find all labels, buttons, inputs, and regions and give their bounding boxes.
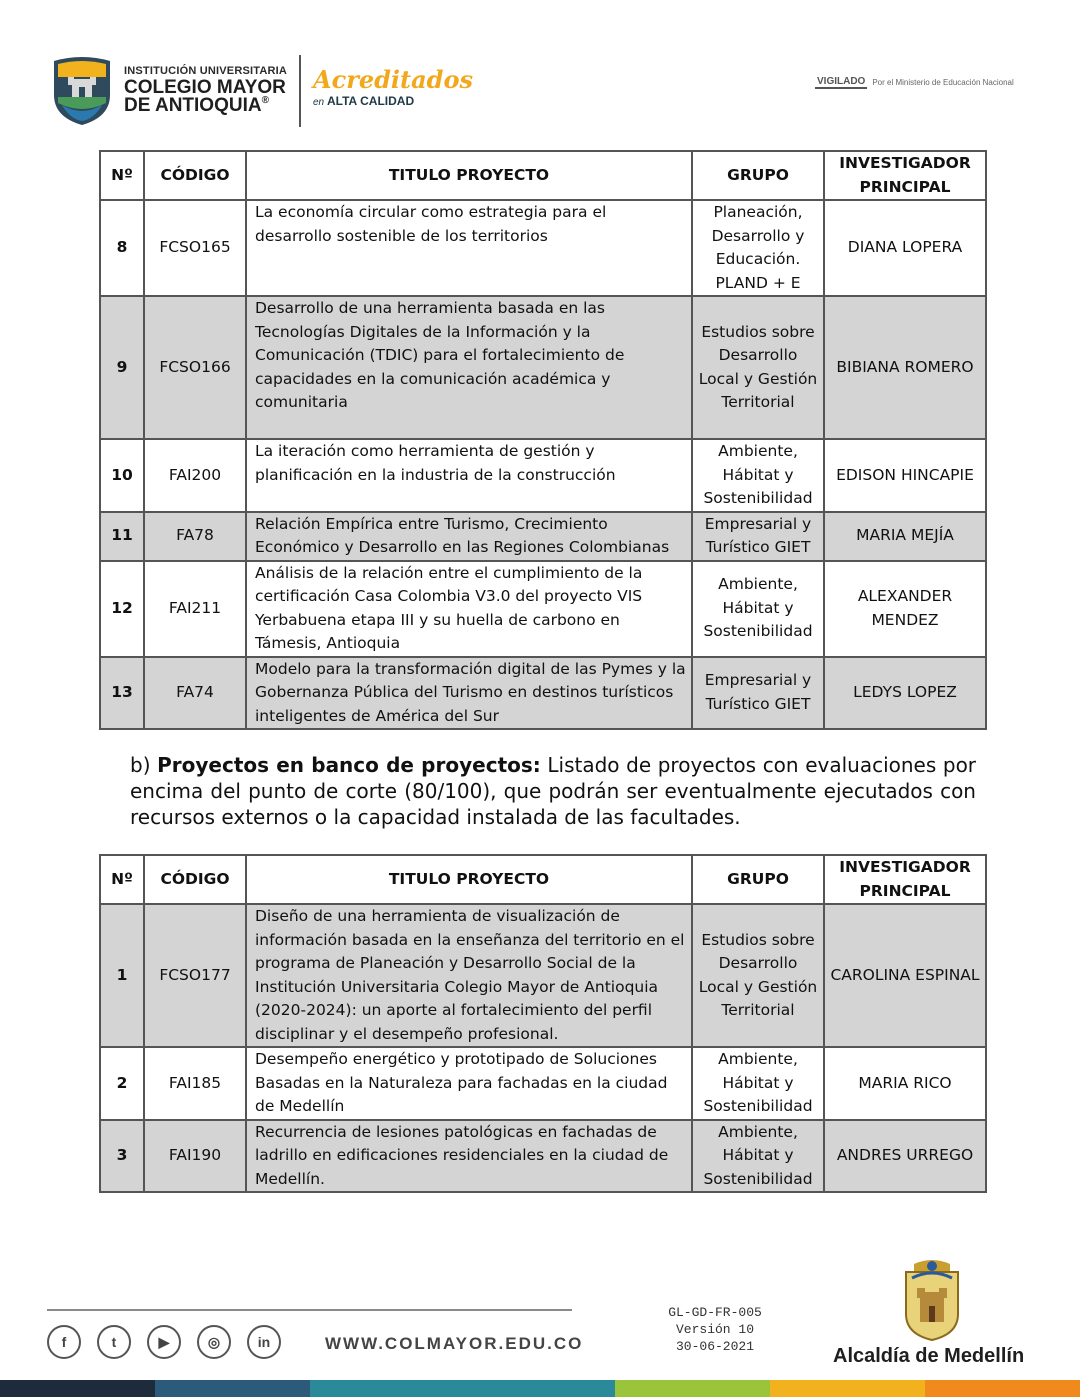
cell-group: Ambiente, Hábitat y Sostenibilidad bbox=[692, 439, 824, 512]
doc-code: GL-GD-FR-005 bbox=[668, 1305, 762, 1320]
table-row bbox=[100, 561, 986, 657]
table-row bbox=[100, 1047, 986, 1120]
table-row bbox=[100, 657, 986, 730]
cell-investigator: ALEXANDER MENDEZ bbox=[824, 561, 986, 657]
table-row bbox=[100, 200, 986, 296]
cell-investigator: MARIA RICO bbox=[824, 1047, 986, 1120]
table-row bbox=[100, 1120, 986, 1193]
stripe-segment bbox=[615, 1380, 770, 1397]
cell-code: FA74 bbox=[144, 657, 246, 730]
instagram-icon[interactable]: ◎ bbox=[197, 1325, 231, 1359]
col-header-num: Nº bbox=[100, 855, 144, 904]
cell-code: FCSO165 bbox=[144, 200, 246, 296]
cell-title: Desempeño energético y prototipado de Soluciones Basadas en la Naturaleza para fachadas en la ciudad de Medellín bbox=[246, 1047, 692, 1120]
table-row bbox=[100, 296, 986, 439]
vigilado-text: Por el Ministerio de Educación Nacional bbox=[872, 78, 1014, 87]
cell-title: La economía circular como estrategia para el desarrollo sostenible de los territorios bbox=[246, 200, 692, 296]
cell-title: Diseño de una herramienta de visualización de información basada en la enseñanza del territorio en el programa de Planeación y Desarrollo Social de la Institución Universitaria Colegio Mayor de Antioquia (2020-2024): un aporte al fortalecimiento del perfil disciplinar y el desempeño profesional. bbox=[246, 904, 692, 1047]
cell-investigator: EDISON HINCAPIE bbox=[824, 439, 986, 512]
cell-num: 3 bbox=[100, 1120, 144, 1193]
cell-code: FAI185 bbox=[144, 1047, 246, 1120]
stripe-segment bbox=[155, 1380, 310, 1397]
cell-investigator: DIANA LOPERA bbox=[824, 200, 986, 296]
projects-table-1 bbox=[99, 150, 987, 730]
cell-group: Planeación, Desarrollo y Educación. PLAND + E bbox=[692, 200, 824, 296]
footer-divider bbox=[47, 1309, 572, 1311]
cell-group: Estudios sobre Desarrollo Local y Gestión Territorial bbox=[692, 296, 824, 439]
stripe-segment bbox=[0, 1380, 155, 1397]
institution-name bbox=[124, 66, 287, 115]
doc-version: Versión 10 bbox=[675, 1322, 754, 1337]
section-b-marker: b) bbox=[130, 753, 151, 777]
alta-calidad-text: en ALTA CALIDAD bbox=[313, 94, 415, 108]
doc-date: 30-06-2021 bbox=[675, 1339, 754, 1354]
medellin-coat-of-arms-icon bbox=[900, 1258, 964, 1342]
stripe-segment bbox=[310, 1380, 615, 1397]
section-b bbox=[130, 752, 976, 830]
vigilado-label: VIGILADO bbox=[817, 76, 866, 87]
col-header-investigator: INVESTIGADOR PRINCIPAL bbox=[824, 151, 986, 200]
cell-num: 9 bbox=[100, 296, 144, 439]
cell-group: Empresarial y Turístico GIET bbox=[692, 512, 824, 561]
cell-investigator: CAROLINA ESPINAL bbox=[824, 904, 986, 1047]
acreditados-text: Acreditados bbox=[313, 65, 473, 94]
stripe-segment bbox=[770, 1380, 925, 1397]
table-row bbox=[100, 512, 986, 561]
section-b-text: Listado de proyectos con evaluaciones por encima del punto de corte (80/100), que podrán ser eventualmente ejecutados con recursos externos o la capacidad instalada de las facultades. bbox=[130, 753, 977, 829]
cell-investigator: MARIA MEJÍA bbox=[824, 512, 986, 561]
cell-investigator: ANDRES URREGO bbox=[824, 1120, 986, 1193]
col-header-title: TITULO PROYECTO bbox=[246, 151, 692, 200]
twitter-icon[interactable]: t bbox=[97, 1325, 131, 1359]
table-row bbox=[100, 439, 986, 512]
header-divider bbox=[299, 55, 301, 127]
cell-group: Estudios sobre Desarrollo Local y Gestión Territorial bbox=[692, 904, 824, 1047]
section-b-paragraph bbox=[130, 752, 976, 830]
table-header-row bbox=[100, 855, 986, 904]
cell-code: FCSO166 bbox=[144, 296, 246, 439]
cell-group: Ambiente, Hábitat y Sostenibilidad bbox=[692, 1120, 824, 1193]
vigilado-badge bbox=[815, 76, 1014, 89]
cell-code: FA78 bbox=[144, 512, 246, 561]
cell-title: La iteración como herramienta de gestión y planificación en la industria de la construcción bbox=[246, 439, 692, 512]
youtube-icon[interactable]: ▶ bbox=[147, 1325, 181, 1359]
page-header bbox=[0, 0, 1080, 140]
website-link[interactable]: WWW.COLMAYOR.EDU.CO bbox=[325, 1334, 584, 1353]
col-header-code: CÓDIGO bbox=[144, 151, 246, 200]
institution-line3: DE ANTIOQUIA® bbox=[124, 95, 269, 116]
col-header-group: GRUPO bbox=[692, 151, 824, 200]
facebook-icon[interactable]: f bbox=[47, 1325, 81, 1359]
cell-title: Relación Empírica entre Turismo, Crecimiento Económico y Desarrollo en las Regiones Colombianas bbox=[246, 512, 692, 561]
cell-title: Modelo para la transformación digital de las Pymes y la Gobernanza Pública del Turismo en destinos turísticos inteligentes de América del Sur bbox=[246, 657, 692, 730]
col-header-group: GRUPO bbox=[692, 855, 824, 904]
accreditation-badge bbox=[313, 65, 473, 108]
colmayor-logo-icon bbox=[50, 55, 114, 127]
cell-code: FAI211 bbox=[144, 561, 246, 657]
col-header-code: CÓDIGO bbox=[144, 855, 246, 904]
cell-title: Desarrollo de una herramienta basada en las Tecnologías Digitales de la Información y la Comunicación (TDIC) para el fortalecimiento de capacidades en la comunicación académica y comunitaria bbox=[246, 296, 692, 439]
stripe-segment bbox=[925, 1380, 1080, 1397]
cell-investigator: BIBIANA ROMERO bbox=[824, 296, 986, 439]
col-header-title: TITULO PROYECTO bbox=[246, 855, 692, 904]
cell-code: FAI200 bbox=[144, 439, 246, 512]
linkedin-icon[interactable]: in bbox=[247, 1325, 281, 1359]
alcaldia-logo-text: Alcaldía de Medellín bbox=[833, 1345, 1025, 1367]
cell-num: 10 bbox=[100, 439, 144, 512]
institution-line1: INSTITUCIÓN UNIVERSITARIA bbox=[124, 65, 288, 77]
institution-line2: COLEGIO MAYOR bbox=[124, 77, 286, 98]
cell-title: Recurrencia de lesiones patológicas en fachadas de ladrillo en edificaciones residenciales en la ciudad de Medellín. bbox=[246, 1120, 692, 1193]
cell-group: Ambiente, Hábitat y Sostenibilidad bbox=[692, 1047, 824, 1120]
cell-num: 12 bbox=[100, 561, 144, 657]
cell-num: 1 bbox=[100, 904, 144, 1047]
table-header-row bbox=[100, 151, 986, 200]
cell-code: FCSO177 bbox=[144, 904, 246, 1047]
cell-num: 2 bbox=[100, 1047, 144, 1120]
cell-code: FAI190 bbox=[144, 1120, 246, 1193]
section-b-label: Proyectos en banco de proyectos: bbox=[157, 753, 541, 777]
document-control bbox=[650, 1304, 780, 1355]
col-header-num: Nº bbox=[100, 151, 144, 200]
registered-mark: ® bbox=[261, 95, 269, 106]
cell-title: Análisis de la relación entre el cumplimiento de la certificación Casa Colombia V3.0 del proyecto VIS Yerbabuena etapa III y su huella de carbono en Támesis, Antioquia bbox=[246, 561, 692, 657]
projects-table-2 bbox=[99, 854, 987, 1193]
social-links bbox=[47, 1325, 281, 1359]
col-header-investigator: INVESTIGADOR PRINCIPAL bbox=[824, 855, 986, 904]
cell-group: Ambiente, Hábitat y Sostenibilidad bbox=[692, 561, 824, 657]
cell-num: 8 bbox=[100, 200, 144, 296]
cell-investigator: LEDYS LOPEZ bbox=[824, 657, 986, 730]
cell-num: 13 bbox=[100, 657, 144, 730]
cell-num: 11 bbox=[100, 512, 144, 561]
footer-color-stripe bbox=[0, 1380, 1080, 1397]
table-row bbox=[100, 904, 986, 1047]
cell-group: Empresarial y Turístico GIET bbox=[692, 657, 824, 730]
